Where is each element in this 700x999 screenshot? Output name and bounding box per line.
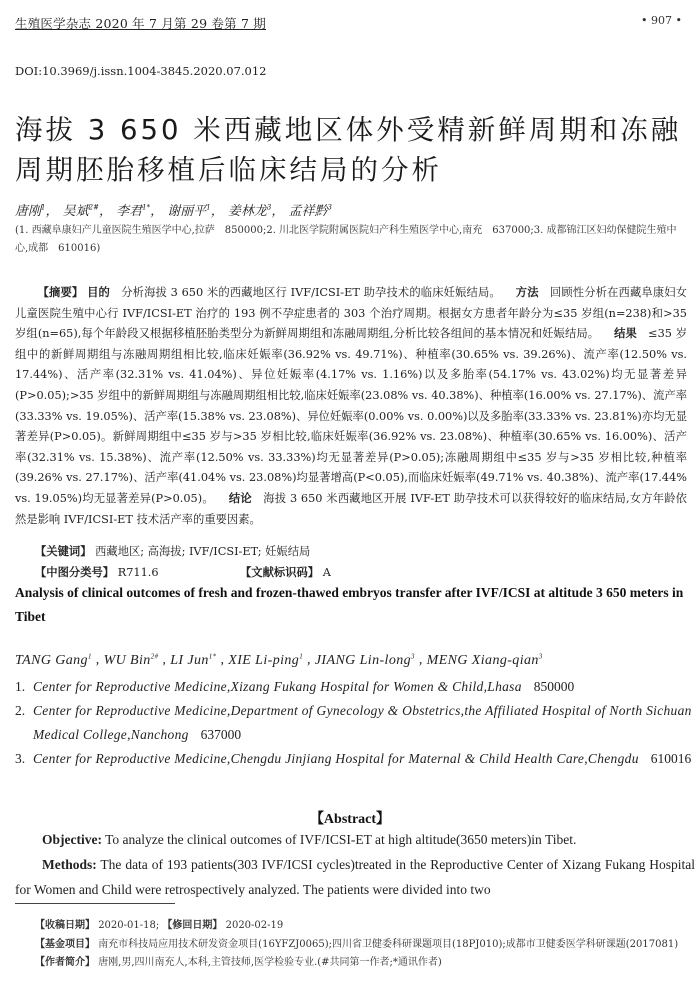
footnotes xyxy=(15,917,695,973)
abstract-en-methods: Methods: The data of 193 patients(303 IVF/ICSI cycles)treated in the Reproductive Center of Xizang Fukang Hospital for Women and Child were retrospectively analyzed. The patients were divided into two xyxy=(15,857,695,897)
footnote-bio: 【作者简介】 唐刚,男,四川南充人,本科,主管技师,医学检验专业.(#共同第一作者;*通讯作者) xyxy=(35,957,442,968)
objective-text: 分析海拔 3 650 米的西藏地区行 IVF/ICSI-ET 助孕技术的临床妊娠结局。 xyxy=(121,286,501,299)
footnote-divider xyxy=(15,903,175,904)
title-cn-line2: 周期胚胎移植后临床结局的分析 xyxy=(15,154,442,186)
author: LI Jun$^{1*}$ xyxy=(170,652,217,668)
author: 谢丽平$^1$ xyxy=(167,203,211,219)
methods-text: 回顾性分析在西藏阜康妇女儿童医院生殖中心行 IVF/ICSI-ET 治疗的 193 例不孕症患者的 303 个治疗周期。根据女方患者年龄分为≤35 岁组(n=238)和>35 岁组(n=65),每个年龄段又根据移植胚胎类型分为新鲜周期组和冻融周期组,分析比较各组间的基本情况和妊娠结局。 xyxy=(15,286,687,341)
author: 孟祥黔$^3$ xyxy=(288,203,332,219)
abstract-en-objective: Objective: To analyze the clinical outcomes of IVF/ICSI-ET at high altitude(3650 meters)in Tibet. xyxy=(42,832,577,847)
author: XIE Li-ping$^1$ xyxy=(228,652,304,668)
affiliation-item: 1. Center for Reproductive Medicine,Xizang Fukang Hospital for Women & Child,Lhasa 850000 xyxy=(15,679,575,694)
conclusion-label: 结论 xyxy=(228,491,252,505)
author: TANG Gang$^1$ xyxy=(15,652,92,668)
author: JIANG Lin-long$^3$ xyxy=(314,652,415,668)
clc-value: R711.6 xyxy=(117,566,159,579)
page-number: • 907 • xyxy=(641,14,682,27)
affiliations-cn: (1. 西藏阜康妇产儿童医院生殖医学中心,拉萨 850000;2. 川北医学院附属医院妇产科生殖医学中心,南充 637000;3. 成都锦江区妇幼保健院生殖中心,成都 610016) xyxy=(15,225,677,254)
methods-label: 方法 xyxy=(515,286,539,299)
title-en: Analysis of clinical outcomes of fresh and frozen-thawed embryos transfer after IVF/ICSI at altitude 3 650 meters in Tibet xyxy=(15,585,684,624)
author: WU Bin$^{2\#}$ xyxy=(103,652,159,668)
results-text: ≤35 岁组中的新鲜周期组与冻融周期组相比较,临床妊娠率(36.92% vs. 49.71%)、种植率(30.65% vs. 39.26%)、流产率(12.50% vs. 17.44%)、活产率(32.31% vs. 41.04%)、异位妊娠率(4.17% vs. 1.16%)以及多胎率(54.17% vs. 43.02%)均无显著差异(P>0.05);>35 岁组中的新鲜周期组与冻融周期组相比较,临床妊娠率(23.08% vs. 40.38%)、种植率(16.00% vs. 27.17%)、流产率(33.33% vs. 19.05%)、活产率(15.38% vs. 23.08%)、异位妊娠率(0.00% vs. 0.00%)以及多胎率(33.33% vs. 23.81%)亦均无显著差异(P>0.05)。新鲜周期组中≤35 岁与>35 岁相比较,临床妊娠率(36.92% vs. 23.08%)、种植率(30.65% vs. 16.00%)、活产率(32.31% vs. 15.38%)、流产率(12.50% vs. 33.33%)均无显著差异(P>0.05);冻融周期组中≤35 岁与>35 岁相比较,种植率(39.26% vs. 27.17%)、活产率(41.04% vs. 23.08%)均显著增高(P<0.05),而临床妊娠率(49.71% vs. 40.38%)、流产率(17.44% vs. 19.05%)均无显著差异(P>0.05)。 xyxy=(15,327,687,505)
classification xyxy=(35,564,159,580)
affiliation-item: 3. Center for Reproductive Medicine,Chengdu Jinjiang Hospital for Maternal & Child Health Care,Chengdu 610016 xyxy=(15,751,692,766)
results-label: 结果 xyxy=(614,327,637,341)
abstract-cn xyxy=(15,283,687,530)
author: 姜林龙$^3$ xyxy=(227,203,272,219)
title-cn xyxy=(15,110,695,190)
conclusion-text: 海拔 3 650 米西藏地区开展 IVF-ET 助孕技术可以获得较好的临床结局,女方年龄依然是影响 IVF/ICSI-ET 技术活产率的重要因素。 xyxy=(15,491,687,526)
footnote-fund: 【基金项目】 南充市科技局应用技术研发资金项目(16YFZJ0065);四川省卫健委科研课题项目(18PJ010);成都市卫健委医学科研课题(2017081) xyxy=(35,938,679,950)
author: 吴斌$^{2\#}$ xyxy=(62,203,99,219)
keywords-label: 【关键词】 xyxy=(35,545,92,558)
clc-label: 【中图分类号】 xyxy=(35,566,115,579)
abstract-label: 【摘要】 xyxy=(37,286,84,299)
abstract-en-heading: 【Abstract】 xyxy=(309,812,391,827)
running-head: 生殖医学杂志 2020 年 7 月第 29 卷第 7 期 xyxy=(15,16,267,31)
doc-code-label: 【文献标识码】 xyxy=(240,566,320,579)
objective-label: 目的 xyxy=(87,286,110,299)
keywords-value: 西藏地区; 高海拔; IVF/ICSI-ET; 妊娠结局 xyxy=(95,545,311,558)
affiliation-item: 2. Center for Reproductive Medicine,Department of Gynecology & Obstetrics,the Affiliated Hospital of North Sichuan Medical College,Nanchong 637000 xyxy=(15,703,692,742)
doc-code xyxy=(240,564,331,580)
authors-en: TANG Gang$^1$ , WU Bin$^{2\#}$ , LI Jun$^{1*}$ , XIE Li-ping$^1$ , JIANG Lin-long$^3$ , MENG Xiang-qian$^3$ xyxy=(15,652,543,668)
doc-code-value: A xyxy=(322,566,331,579)
author: 唐刚$^1$ xyxy=(15,203,46,219)
footnote-dates: 【收稿日期】 2020-01-18; 【修回日期】 2020-02-19 xyxy=(35,920,284,931)
author: 李君$^{1*}$ xyxy=(116,203,151,219)
authors-cn: 唐刚$^1$， 吴斌$^{2\#}$， 李君$^{1*}$， 谢丽平$^1$， 姜林龙$^3$， 孟祥黔$^3$ xyxy=(15,203,332,219)
abstract-en xyxy=(15,827,695,902)
keywords xyxy=(35,543,310,559)
affiliations-en xyxy=(15,675,695,771)
doi: DOI:10.3969/j.issn.1004-3845.2020.07.012 xyxy=(15,64,267,78)
author: MENG Xiang-qian$^3$ xyxy=(426,652,543,668)
title-cn-line1: 海拔 3 650 米西藏地区体外受精新鲜周期和冻融 xyxy=(15,114,682,146)
